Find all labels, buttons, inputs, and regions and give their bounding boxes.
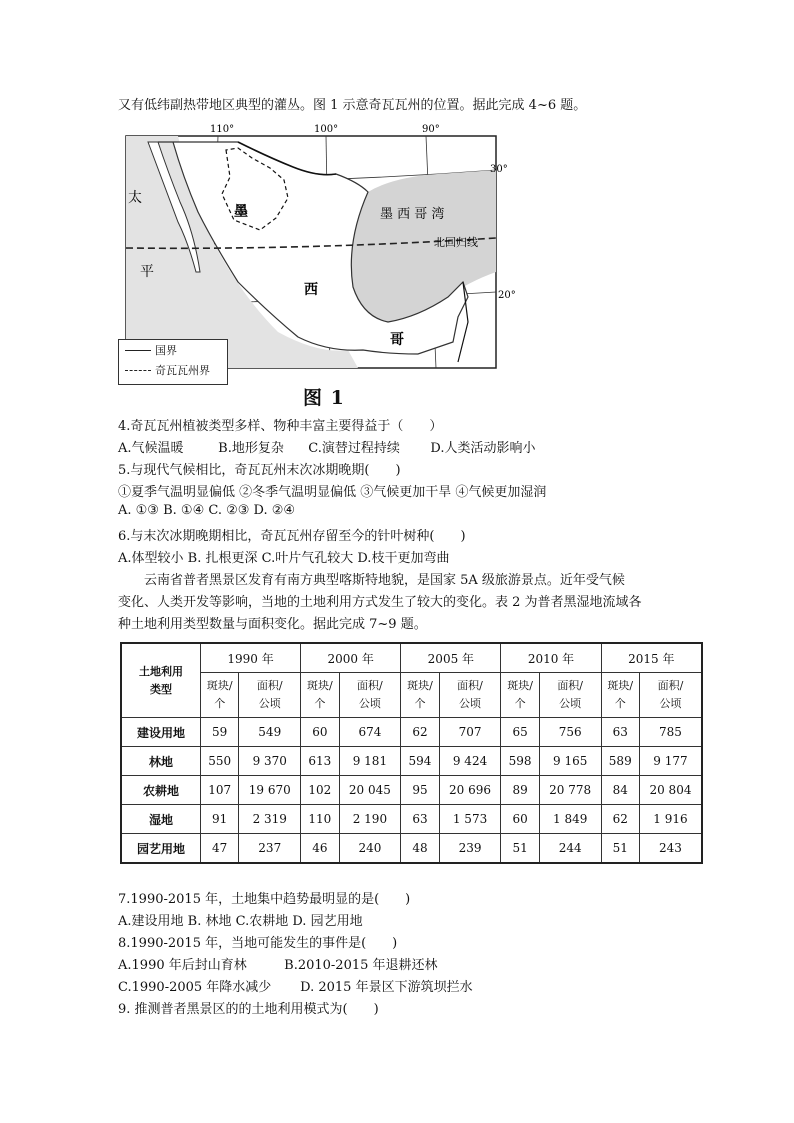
q4-option-b: B.地形复杂 [218, 441, 284, 456]
patch-count-cell: 95 [401, 776, 439, 805]
map-legend [118, 339, 228, 385]
area-cell: 240 [339, 834, 401, 864]
legend-border: 国界 [119, 340, 227, 360]
para-line-3: 种土地利用类型数量与面积变化。据此完成 7~9 题。 [118, 617, 427, 632]
area-cell: 9 370 [239, 747, 301, 776]
area-cell: 20 804 [639, 776, 702, 805]
area-cell: 9 177 [639, 747, 702, 776]
area-cell: 1 849 [539, 805, 601, 834]
land-type-cell: 林地 [121, 747, 201, 776]
q8-options-ab [118, 954, 438, 973]
table-type-header: 土地利用 类型 [121, 643, 201, 718]
area-cell: 9 181 [339, 747, 401, 776]
area-cell: 785 [639, 718, 702, 747]
area-subheader: 面积/ 公顷 [239, 673, 301, 718]
table-row [121, 747, 702, 776]
area-subheader: 面积/ 公顷 [539, 673, 601, 718]
count-subheader: 斑块/ 个 [201, 673, 239, 718]
area-cell: 237 [239, 834, 301, 864]
patch-count-cell: 589 [601, 747, 639, 776]
area-subheader: 面积/ 公顷 [639, 673, 702, 718]
area-subheader: 面积/ 公顷 [339, 673, 401, 718]
label-tropic: 北回归线 [434, 236, 478, 249]
label-ge: 哥 [390, 332, 404, 348]
patch-count-cell: 84 [601, 776, 639, 805]
year-header: 2015 年 [601, 643, 702, 673]
lon-110: 110° [210, 124, 235, 135]
area-cell: 549 [239, 718, 301, 747]
patch-count-cell: 48 [401, 834, 439, 864]
land-type-cell: 湿地 [121, 805, 201, 834]
q5-choices: ①夏季气温明显偏低 ②冬季气温明显偏低 ③气候更加干旱 ④气候更加湿润 [118, 485, 547, 500]
area-cell: 239 [439, 834, 501, 864]
q8-option-b: B.2010-2015 年退耕还林 [284, 958, 438, 973]
area-cell: 9 424 [439, 747, 501, 776]
patch-count-cell: 51 [601, 834, 639, 864]
q8-options-cd [118, 976, 473, 995]
legend-state: 奇瓦瓦州界 [119, 360, 227, 380]
q4-option-c: C.演替过程持续 [308, 441, 400, 456]
patch-count-cell: 62 [601, 805, 639, 834]
q7-stem: 7.1990-2015 年，土地集中趋势最明显的是( ) [118, 892, 411, 907]
year-header: 2010 年 [501, 643, 601, 673]
q6-options: A.体型较小 B. 扎根更深 C.叶片气孔较大 D.枝干更加弯曲 [118, 551, 450, 566]
q8-stem: 8.1990-2015 年，当地可能发生的事件是( ) [118, 936, 398, 951]
land-type-cell: 园艺用地 [121, 834, 201, 864]
patch-count-cell: 107 [201, 776, 239, 805]
count-subheader: 斑块/ 个 [401, 673, 439, 718]
q8-option-c: C.1990-2005 年降水减少 [118, 980, 272, 995]
area-cell: 707 [439, 718, 501, 747]
q4-option-d: D.人类活动影响小 [430, 441, 536, 456]
patch-count-cell: 613 [301, 747, 339, 776]
patch-count-cell: 51 [501, 834, 539, 864]
area-cell: 1 916 [639, 805, 702, 834]
patch-count-cell: 62 [401, 718, 439, 747]
land-type-cell: 农耕地 [121, 776, 201, 805]
q6-stem: 6.与末次冰期晚期相比，奇瓦瓦州存留至今的针叶树种( ) [118, 529, 466, 544]
q7-options: A.建设用地 B. 林地 C.农耕地 D. 园艺用地 [118, 914, 363, 929]
patch-count-cell: 60 [501, 805, 539, 834]
year-header: 1990 年 [201, 643, 301, 673]
count-subheader: 斑块/ 个 [501, 673, 539, 718]
lon-90: 90° [422, 124, 440, 135]
patch-count-cell: 102 [301, 776, 339, 805]
table-row [121, 834, 702, 864]
q8-option-d: D. 2015 年景区下游筑坝拦水 [300, 980, 473, 995]
table-row [121, 718, 702, 747]
patch-count-cell: 63 [401, 805, 439, 834]
patch-count-cell: 60 [301, 718, 339, 747]
area-cell: 756 [539, 718, 601, 747]
label-mo: 墨 [234, 204, 248, 220]
table-row [121, 776, 702, 805]
patch-count-cell: 46 [301, 834, 339, 864]
lon-100: 100° [314, 124, 339, 135]
q8-option-a: A.1990 年后封山育林 [118, 958, 247, 973]
sub-header-row [121, 673, 702, 718]
q5-options: A. ①③ B. ①④ C. ②③ D. ②④ [118, 503, 296, 518]
q4-options [118, 437, 536, 456]
lat-30: 30° [490, 164, 508, 175]
area-subheader: 面积/ 公顷 [439, 673, 501, 718]
area-cell: 2 190 [339, 805, 401, 834]
area-cell: 2 319 [239, 805, 301, 834]
label-tai: 太 [128, 190, 142, 206]
patch-count-cell: 63 [601, 718, 639, 747]
area-cell: 20 696 [439, 776, 501, 805]
patch-count-cell: 47 [201, 834, 239, 864]
figure-caption: 图 1 [303, 387, 345, 409]
count-subheader: 斑块/ 个 [601, 673, 639, 718]
patch-count-cell: 89 [501, 776, 539, 805]
label-gulf: 墨 西 哥 湾 [380, 207, 445, 222]
label-xi: 西 [304, 282, 318, 298]
area-cell: 243 [639, 834, 702, 864]
area-cell: 20 778 [539, 776, 601, 805]
land-use-table [120, 642, 703, 864]
q5-stem: 5.与现代气候相比，奇瓦瓦州末次冰期晚期( ) [118, 463, 401, 478]
year-header: 2000 年 [301, 643, 401, 673]
patch-count-cell: 594 [401, 747, 439, 776]
area-cell: 244 [539, 834, 601, 864]
q9-stem: 9. 推测普者黑景区的的土地利用模式为( ) [118, 1002, 379, 1017]
q4-stem: 4.奇瓦瓦州植被类型多样、物种丰富主要得益于（ ） [118, 419, 443, 434]
patch-count-cell: 598 [501, 747, 539, 776]
area-cell: 674 [339, 718, 401, 747]
land-type-cell: 建设用地 [121, 718, 201, 747]
para-line-2: 变化、人类开发等影响，当地的土地利用方式发生了较大的变化。表 2 为普者黑湿地流域各 [118, 595, 642, 610]
lat-20: 20° [498, 290, 516, 301]
map-figure [118, 122, 516, 384]
table-row [121, 805, 702, 834]
area-cell: 1 573 [439, 805, 501, 834]
para-line-1: 云南省普者黑景区发育有南方典型喀斯特地貌，是国家 5A 级旅游景点。近年受气候 [144, 573, 625, 588]
patch-count-cell: 59 [201, 718, 239, 747]
intro-text: 又有低纬副热带地区典型的灌丛。图 1 示意奇瓦瓦州的位置。据此完成 4~6 题。 [118, 98, 587, 113]
patch-count-cell: 110 [301, 805, 339, 834]
area-cell: 19 670 [239, 776, 301, 805]
patch-count-cell: 550 [201, 747, 239, 776]
year-header: 2005 年 [401, 643, 501, 673]
q4-option-a: A.气候温暖 [118, 441, 184, 456]
patch-count-cell: 65 [501, 718, 539, 747]
label-ping: 平 [140, 264, 154, 280]
area-cell: 20 045 [339, 776, 401, 805]
patch-count-cell: 91 [201, 805, 239, 834]
count-subheader: 斑块/ 个 [301, 673, 339, 718]
area-cell: 9 165 [539, 747, 601, 776]
